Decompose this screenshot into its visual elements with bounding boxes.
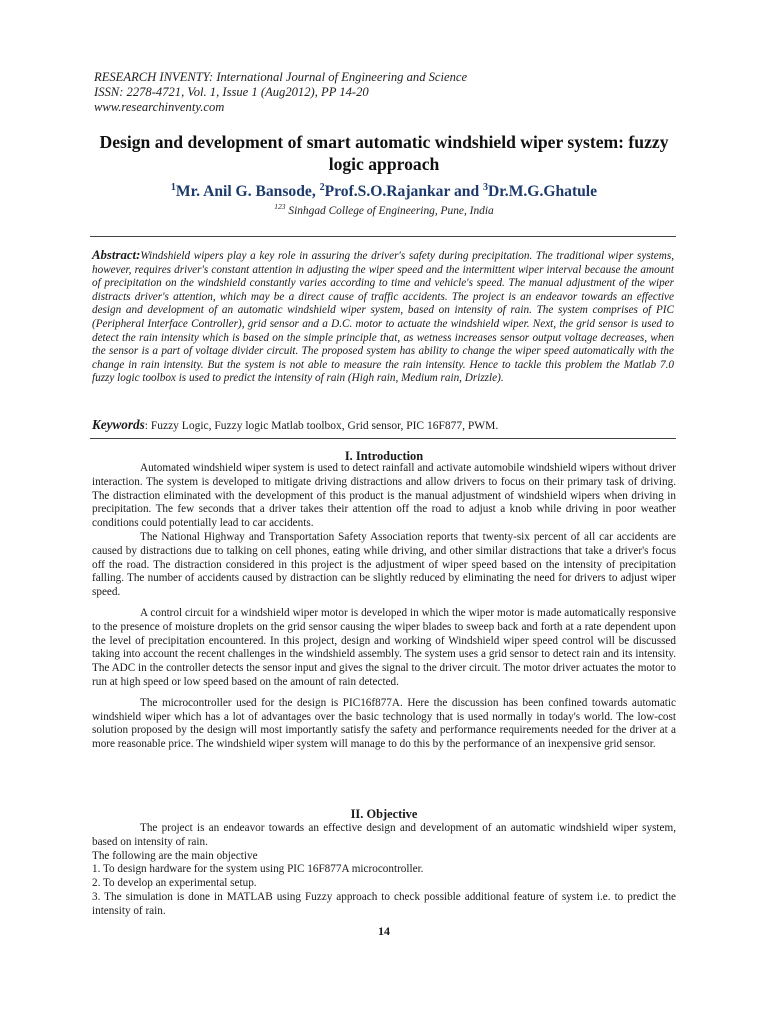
paragraph: The National Highway and Transportation Safety Association reports that twenty-six percent of all car accidents are caused by distractions due to talking on cell phones, eating while driving, and other similar distractions that take a driver's focus off the road. The distraction considered in this project is the adjustment of wiper speed based on the intensity of precipitation falling. The number of accidents caused by distraction can be slightly reduced by eliminating the need for drivers to adjust wiper speed.	[92, 530, 676, 599]
objective-body	[92, 822, 676, 919]
keywords	[92, 418, 674, 433]
section-heading-objective: II. Objective	[350, 807, 418, 821]
affiliation-marker: 123	[274, 202, 286, 212]
author-3-marker: 3	[483, 181, 489, 193]
affiliation-text: Sinhgad College of Engineering, Pune, India	[285, 205, 494, 217]
paragraph: Automated windshield wiper system is used to detect rainfall and activate automobile windshield wipers without driver interaction. The system is developed to mitigate driving distractions and allow drivers to focus on their primary task of driving. The distraction eliminated with the development of this product is the manual adjustment of windshield wipers when driving in precipitation. The few seconds that a driver takes their attention off the road to adjust a knob while driving in poor weather conditions could potentially lead to car accidents.	[92, 462, 676, 530]
paragraph: The project is an endeavor towards an effective design and development of an automatic windshield wiper system, based on intensity of rain.	[92, 822, 676, 848]
author-list	[80, 183, 688, 201]
author-1-marker: 1	[170, 181, 176, 193]
paper-title: Design and development of smart automatic windshield wiper system: fuzzy logic approach	[99, 132, 669, 174]
paragraph: The following are the main objective	[92, 849, 258, 862]
paragraph: The microcontroller used for the design is PIC16f877A. Here the discussion has been confined towards automatic windshield wiper which has a lot of advantages over the basic technology that is used normally in today's world. The low-cost solution proposed by the design will most importantly satisfy the safety and performance requirements needed for the driver at a more reasonable price. The windshield wiper system will manage to do this by the performance of an inexpensive grid sensor.	[92, 696, 676, 751]
abstract-bottom-rule	[90, 438, 676, 439]
abstract-text: Windshield wipers play a key role in assuring the driver's safety during precipitation. The traditional wiper systems, however, requires driver's constant attention in adjusting the wiper speed and the intermittent wiper interval because the amount of precipitation on the windshield constantly varies according to time and vehicle's speed. The manual adjustment of the wiper distracts driver's attention, which may be a direct cause of traffic accidents. The project is an endeavor towards an effective design and development of an automatic windshield wiper system, based on intensity of rain. The system comprises of PIC (Peripheral Interface Controller), grid sensor and a D.C. motor to actuate the windshield wiper. Next, the grid sensor is used to detect the rain intensity which is based on the simple principle that, as wetness increases sensor output voltage decreases, when the sensor is a part of voltage divider circuit. The proposed system has ability to change the wiper speed automatically with the change in rain intensity. But the system is not able to measure the rain intensity. Hence to tackle this problem the Matlab 7.0 fuzzy logic toolbox is used to predict the intensity of rain (High rain, Medium rain, Drizzle).	[92, 250, 674, 385]
journal-header	[94, 70, 694, 115]
journal-name: RESEARCH INVENTY: International Journal of Engineering and Science	[94, 70, 468, 84]
abstract-top-rule	[90, 236, 676, 237]
affiliation	[80, 202, 688, 217]
keywords-label: Keywords	[92, 417, 145, 432]
author-3: Dr.M.G.Ghatule	[488, 183, 598, 200]
journal-issn: ISSN: 2278-4721, Vol. 1, Issue 1 (Aug2012), PP 14-20	[94, 85, 369, 99]
paragraph: A control circuit for a windshield wiper motor is developed in which the wiper motor is made automatically responsive to the presence of moisture droplets on the grid sensor causing the wiper blades to sweep back and forth at a rate dependent upon the level of precipitation encountered. In this project, design and working of Windshield wiper speed control will be discussed taking into account the recent challenges in the windshield assembly. The system uses a grid sensor to detect rain and its intensity. The ADC in the controller detects the sensor input and gives the signal to the driver circuit. The motor driver actuates the motor to run at high speed or low speed based on the amount of rain detected.	[92, 606, 676, 688]
journal-website: www.researchinventy.com	[94, 100, 225, 114]
keywords-text: : Fuzzy Logic, Fuzzy logic Matlab toolbox, Grid sensor, PIC 16F877, PWM.	[144, 420, 499, 432]
list-item: 2. To develop an experimental setup.	[92, 877, 257, 890]
author-2-marker: 2	[319, 181, 325, 193]
section-heading-introduction: I. Introduction	[344, 449, 424, 463]
introduction-body	[92, 462, 676, 752]
list-item: 1. To design hardware for the system using PIC 16F877A microcontroller.	[92, 863, 424, 876]
page-number: 14	[378, 924, 390, 938]
abstract-label: Abstract:	[92, 248, 141, 262]
abstract	[92, 249, 674, 386]
list-item: 3. The simulation is done in MATLAB using Fuzzy approach to check possible additional feature of system i.e. to predict the intensity of rain.	[92, 890, 676, 917]
author-2: Prof.S.O.Rajankar and	[324, 183, 484, 200]
author-1: Mr. Anil G. Bansode,	[175, 183, 320, 200]
